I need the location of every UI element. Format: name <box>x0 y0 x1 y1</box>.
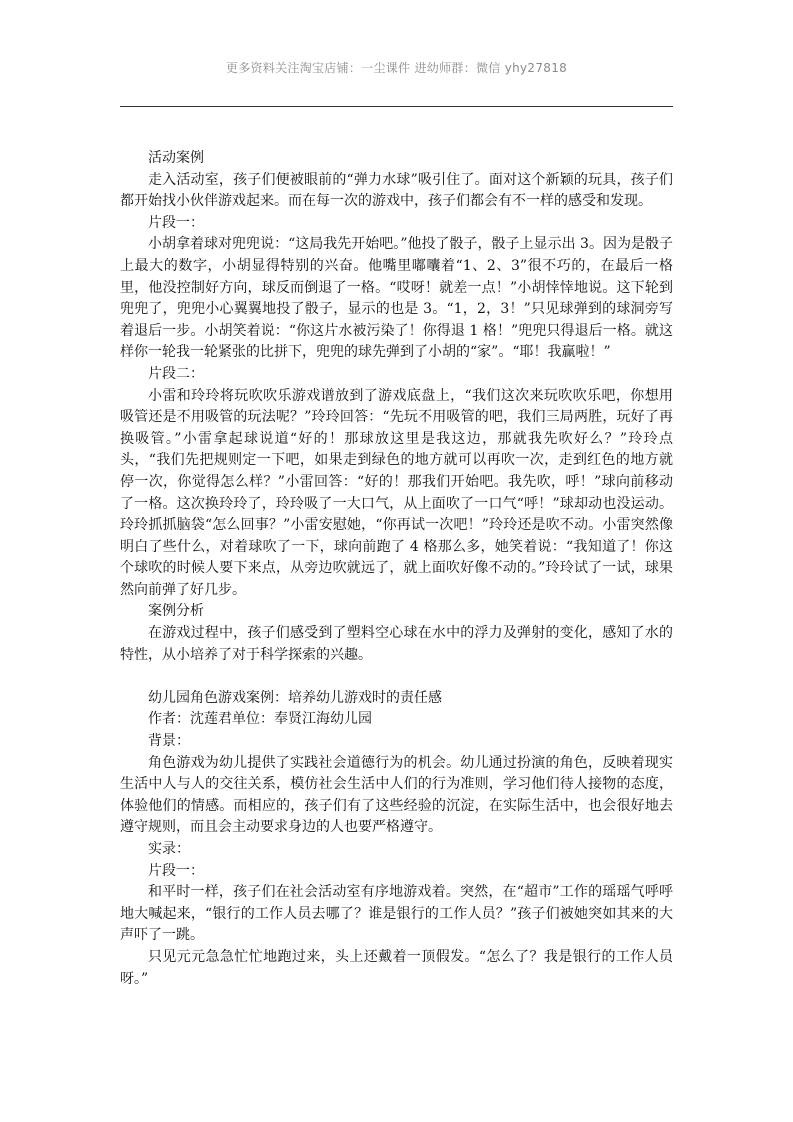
section-label-record: 实录： <box>148 841 190 857</box>
paragraph: 小胡拿着球对兜兜说：“这局我先开始吧。”他投了骰子，骰子上显示出 3。因为是骰子上最大的数字，小胡显得特别的兴奋。他嘴里嘟囔着“1、2、3”很不巧的，在最后一格里，他没控制好方向，球反而倒退了一格。“哎呀！就差一点！”小胡悻悻地说。这下轮到兜兜了，兜兜小心翼翼地投了骰子，显示的也是 3。“1，2，3！”只见球弹到的球洞旁写着退后一步。小胡笑着说：“你这片水被污染了！你得退 1 格！”兜兜只得退后一格。就这样你一轮我一轮紧张的比拼下，兜兜的球先弹到了小胡的“家”。“耶！我赢啦！” <box>120 236 673 361</box>
author-line: 作者：沈莲君单位：奉贤江海幼儿园 <box>148 711 372 728</box>
page-header: 更多资料关注淘宝店铺：一尘课件 进幼师群：微信 yhy27818 <box>225 61 568 75</box>
paragraph: 只见元元急急忙忙地跑过来，头上还戴着一顶假发。“怎么了？我是银行的工作人员呀。” <box>120 948 673 987</box>
section-title-case: 活动案例 <box>148 150 204 166</box>
header-divider <box>120 106 673 107</box>
paragraph: 走入活动室，孩子们便被眼前的“弹力水球”吸引住了。面对这个新颖的玩具，孩子们都开始找小伙伴游戏起来。而在每一次的游戏中，孩子们都会有不一样的感受和发现。 <box>120 171 673 210</box>
segment-label: 片段一： <box>148 862 204 879</box>
section-title-analysis: 案例分析 <box>148 603 204 620</box>
document-body <box>120 148 673 990</box>
section-label-background: 背景： <box>148 733 190 750</box>
paragraph: 在游戏过程中，孩子们感受到了塑料空心球在水中的浮力及弹射的变化，感知了水的特性，从小培养了对于科学探索的兴趣。 <box>120 625 673 663</box>
paragraph: 和平时一样，孩子们在社会活动室有序地游戏着。突然，在“超市”工作的瑶瑶气呼呼地大喊起来，“银行的工作人员去哪了？谁是银行的工作人员？”孩子们被她突如其来的大声吓了一跳。 <box>120 884 673 944</box>
paragraph: 小雷和玲玲将玩吹吹乐游戏谱放到了游戏底盘上，“我们这次来玩吹吹乐吧，你想用吸管还是不用吸管的玩法呢？”玲玲回答：“先玩不用吸管的吧，我们三局两胜，玩好了再换吸管。”小雷拿起球说道“好的！那球放这里是我这边，那就我先吹好么？”玲玲点头，“我们先把规则定一下吧，如果走到绿色的地方就可以再吹一次，走到红色的地方就停一次，你觉得怎么样？”小雷回答：“好的！那我们开始吧。我先吹，呼！”球向前移动了一格。这次换玲玲了，玲玲吸了一大口气，从上面吹了一口气“呼！”球却动也没运动。玲玲抓抓脑袋“怎么回事？”小雷安慰她，“你再试一次吧！”玲玲还是吹不动。小雷突然像明白了些什么，对着球吹了一下，球向前跑了 4 格那么多，她笑着说：“我知道了！你这个球吹的时候人要下来点，从旁边吹就远了，就上面吹好像不动的。”玲玲试了一试，球果然向前弹了好几步。 <box>120 387 673 598</box>
segment-label: 片段二： <box>148 365 204 382</box>
segment-label: 片段一： <box>148 214 204 231</box>
paragraph: 角色游戏为幼儿提供了实践社会道德行为的机会。幼儿通过扮演的角色，反映着现实生活中人与人的交往关系，模仿社会生活中人们的行为准则，学习他们待人接物的态度，体验他们的情感。而相应的，孩子们有了这些经验的沉淀，在实际生活中，也会很好地去遵守规则，而且会主动要求身边的人也要严格遵守。 <box>120 754 673 836</box>
blank-line <box>120 666 673 688</box>
article-title: 幼儿园角色游戏案例：培养幼儿游戏时的责任感 <box>148 689 442 706</box>
